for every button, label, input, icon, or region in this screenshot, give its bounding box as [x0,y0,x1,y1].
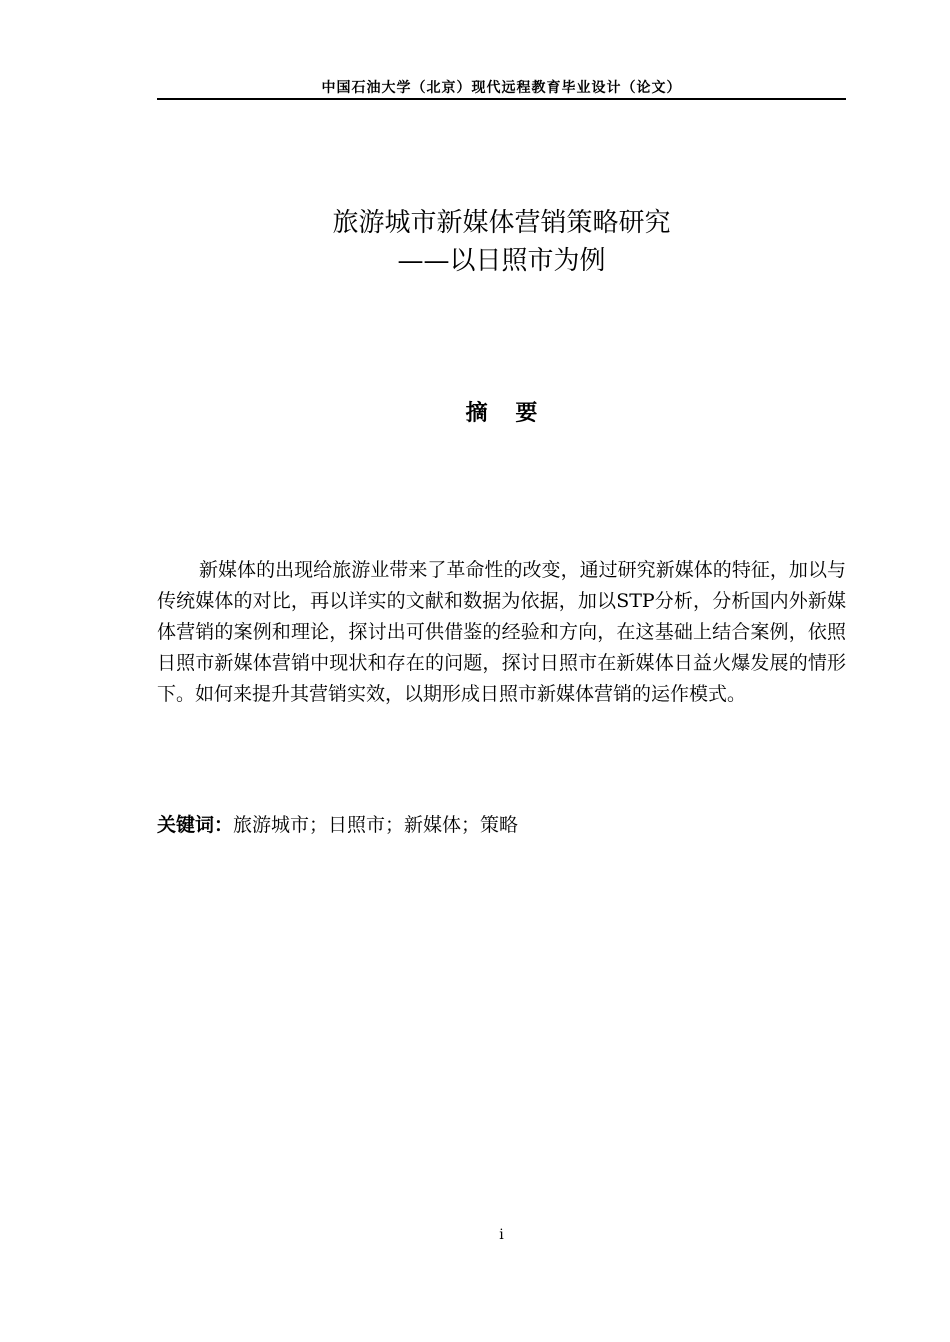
page-number: i [499,1227,504,1243]
abstract-body: 新媒体的出现给旅游业带来了革命性的改变，通过研究新媒体的特征，加以与传统媒体的对比，再以详实的文献和数据为依据，加以STP分析，分析国内外新媒体营销的案例和理论，探讨出可供借鉴的经验和方向，在这基础上结合案例，依照日照市新媒体营销中现状和存在的问题，探讨日照市在新媒体日益火爆发展的情形下。如何来提升其营销实效，以期形成日照市新媒体营销的运作模式。 [157,559,846,705]
abstract-heading: 摘 要 [465,401,548,426]
header-rule [157,98,846,100]
paper-title: 旅游城市新媒体营销策略研究 [332,208,671,238]
keywords-line [157,810,846,841]
keywords-label: 关键词： [157,814,234,836]
paper-subtitle: ——以日照市为例 [397,246,606,276]
title-block [157,204,846,280]
keywords-value: 旅游城市；日照市；新媒体；策略 [233,814,519,836]
running-header: 中国石油大学（北京）现代远程教育毕业设计（论文） [321,80,682,96]
